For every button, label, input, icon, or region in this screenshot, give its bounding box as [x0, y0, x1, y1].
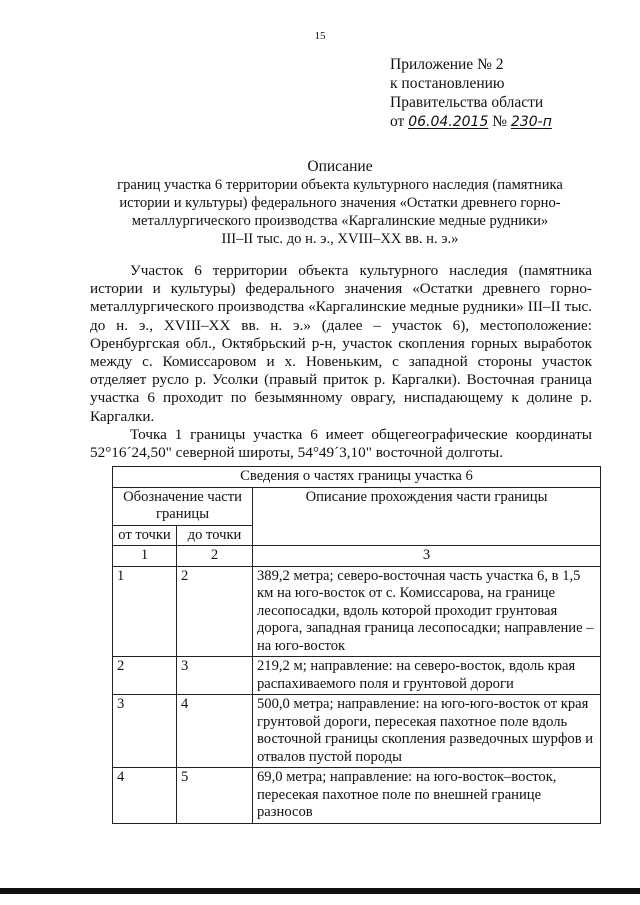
- to-point: 5: [177, 768, 253, 824]
- table-row: [113, 768, 601, 824]
- to-point: 3: [177, 657, 253, 695]
- boundary-table: [112, 466, 601, 824]
- table-column-numbers: [113, 546, 601, 567]
- column-number: 3: [253, 546, 601, 567]
- page-number: 15: [314, 30, 326, 42]
- from-point: 4: [113, 768, 177, 824]
- handwritten-number: 230-п: [510, 114, 552, 130]
- document-title: [85, 158, 595, 248]
- table-row: [113, 657, 601, 695]
- title-heading: Описание: [307, 158, 373, 175]
- table-row: [113, 566, 601, 657]
- header-to-point: до точки: [177, 525, 253, 546]
- handwritten-date: 06.04.2015: [408, 114, 489, 130]
- from-point: 1: [113, 566, 177, 657]
- segment-description: 69,0 метра; направление: на юго-восток–восток, пересекая пахотное поле по внешней границе разносов: [253, 768, 601, 824]
- title-line: металлургического производства «Каргалинские медные рудники»: [131, 213, 549, 229]
- segment-description: 389,2 метра; северо-восточная часть участка 6, в 1,5 км на юго-восток от с. Комиссарова, на границе лесопосадки, вдоль которой проходит грунтовая дорога, западная граница лесопосадки; направление – на юго-восток: [253, 566, 601, 657]
- paragraph-coordinates: Точка 1 границы участка 6 имеет общегеографические координаты 52°16´24,50" северной широты, 54°49´3,10" восточной долготы.: [90, 425, 592, 462]
- title-line: III–II тыс. до н. э., XVIII–XX вв. н. э.»: [221, 231, 459, 247]
- number-prefix: №: [492, 113, 508, 130]
- appendix-resolution: к постановлению: [390, 75, 505, 92]
- date-prefix: от: [390, 113, 405, 130]
- table-header-row: [113, 487, 601, 525]
- paragraph-location: Участок 6 территории объекта культурного наследия (памятника истории и культуры) федерального значения «Остатки древнего горно-металлургического производства «Каргалинские медные рудники» III–II тыс. до н. э., XVIII–XX вв. н. э.» (далее – участок 6), местоположение: Оренбургская обл., Октябрьский р-н, участок скопления горных выработок между с. Комиссаровом и х. Новеньким, с западной стороны участок отделяет русло р. Усолки (правый приток р. Каргалки). Восточная граница участка 6 проходит по безымянному оврагу, ниспадающему к долине р. Каргалки.: [90, 262, 592, 425]
- body-text: [90, 262, 592, 462]
- segment-description: 219,2 м; направление: на северо-восток, вдоль края распахиваемого поля и грунтовой дороги: [253, 657, 601, 695]
- column-number: 2: [177, 546, 253, 567]
- appendix-date-line: [390, 112, 552, 132]
- appendix-header: [390, 55, 552, 132]
- to-point: 4: [177, 695, 253, 768]
- table-row: [113, 695, 601, 768]
- appendix-government: Правительства области: [390, 94, 544, 111]
- table-caption: Сведения о частях границы участка 6: [113, 467, 601, 488]
- header-from-point: от точки: [113, 525, 177, 546]
- to-point: 2: [177, 566, 253, 657]
- column-number: 1: [113, 546, 177, 567]
- segment-description: 500,0 метра; направление: на юго-юго-восток от края грунтовой дороги, пересекая пахотное поле вдоль восточной границы скопления разведочных шурфов и отвалов пустой породы: [253, 695, 601, 768]
- appendix-title: Приложение № 2: [390, 56, 504, 73]
- from-point: 2: [113, 657, 177, 695]
- title-line: границ участка 6 территории объекта культурного наследия (памятника: [117, 177, 563, 193]
- from-point: 3: [113, 695, 177, 768]
- header-designation: Обозначение части границы: [113, 487, 253, 525]
- title-line: истории и культуры) федерального значения «Остатки древнего горно-: [119, 195, 561, 211]
- scan-edge-bar: [0, 888, 640, 894]
- header-description: Описание прохождения части границы: [253, 487, 601, 546]
- table-caption-row: [113, 467, 601, 488]
